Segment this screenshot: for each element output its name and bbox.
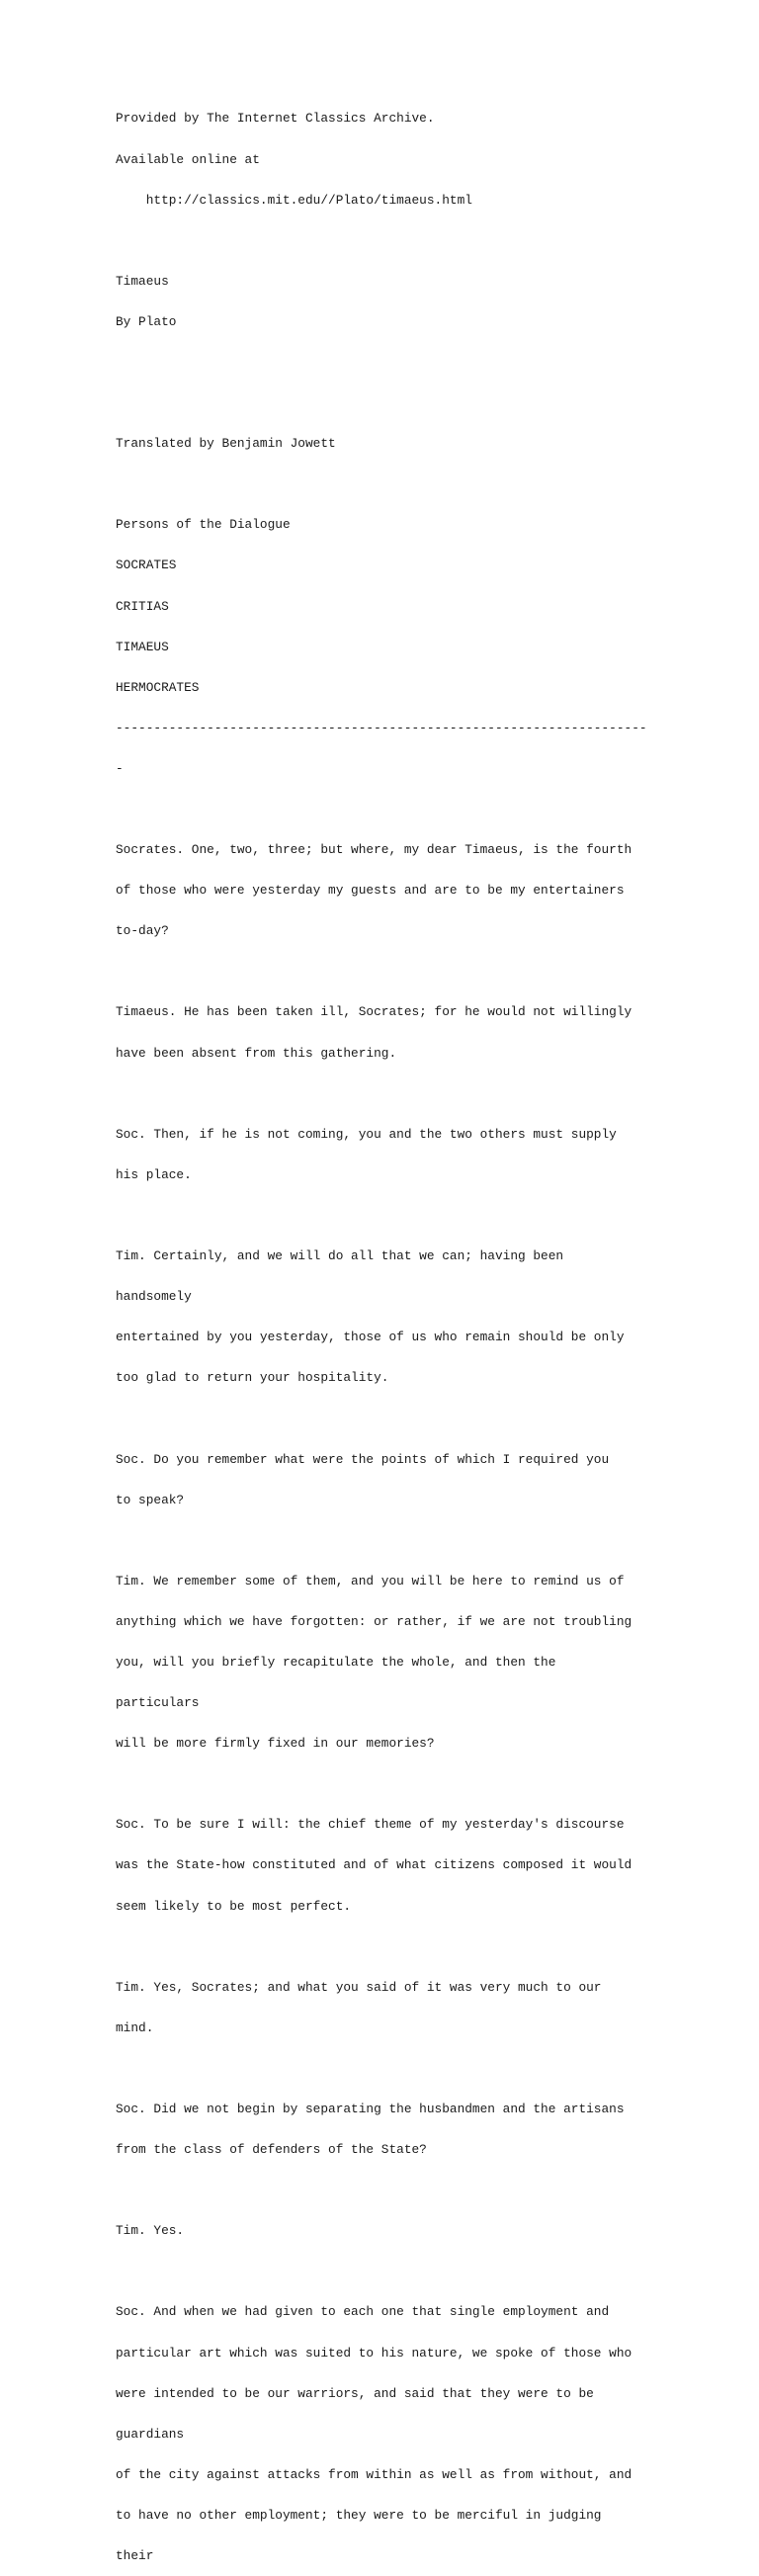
dialogue-line: guardians — [116, 2426, 185, 2442]
persons-item: TIMAEUS — [116, 639, 169, 654]
dialogue-line: you, will you briefly recapitulate the whole, and then the — [116, 1654, 556, 1670]
translator-line: Translated by Benjamin Jowett — [116, 436, 336, 452]
divider-line: ---------------------------------------------------------------------- — [116, 720, 647, 735]
dialogue-line: was the State-how constituted and of what citizens composed it would — [116, 1857, 632, 1873]
blank-line — [116, 803, 728, 816]
dialogue-line: Soc. To be sure I will: the chief theme of my yesterday's discourse — [116, 1817, 625, 1833]
blank-line — [116, 1777, 728, 1791]
dialogue-line: have been absent from this gathering. — [116, 1045, 397, 1061]
dialogue-line: particular art which was suited to his nature, we spoke of those who — [116, 2345, 632, 2361]
blank-line — [116, 2265, 728, 2278]
dialogue-line: Tim. Certainly, and we will do all that we can; having been — [116, 1248, 564, 1264]
dialogue-line: were intended to be our warriors, and said that they were to be — [116, 2385, 594, 2401]
blank-line — [116, 1087, 728, 1101]
blank-line — [116, 477, 728, 491]
dialogue-line: entertained by you yesterday, those of us who remain should be only — [116, 1330, 625, 1345]
dialogue-line: handsomely — [116, 1289, 192, 1305]
persons-item: SOCRATES — [116, 558, 177, 573]
divider-line: - — [116, 760, 124, 776]
document-page — [116, 85, 728, 2576]
blank-line — [116, 396, 728, 410]
text-line: Provided by The Internet Classics Archive. — [116, 111, 435, 127]
persons-item: HERMOCRATES — [116, 679, 200, 695]
dialogue-line: Socrates. One, two, three; but where, my dear Timaeus, is the fourth — [116, 842, 632, 858]
dialogue-line: to speak? — [116, 1492, 185, 1507]
dialogue-line: too glad to return your hospitality. — [116, 1370, 389, 1386]
blank-line — [116, 2184, 728, 2197]
blank-line — [116, 965, 728, 979]
title-line: Timaeus — [116, 273, 169, 289]
dialogue-line: Soc. Did we not begin by separating the husbandmen and the artisans — [116, 2102, 625, 2116]
text-line: Available online at — [116, 151, 260, 167]
blank-line — [116, 1412, 728, 1425]
dialogue-line: their — [116, 2548, 154, 2564]
dialogue-line: particulars — [116, 1695, 200, 1711]
blank-line — [116, 234, 728, 248]
author-line: By Plato — [116, 313, 177, 329]
dialogue-line: Soc. Do you remember what were the points of which I required you — [116, 1451, 610, 1467]
dialogue-line: to have no other employment; they were to be merciful in judging — [116, 2507, 602, 2523]
dialogue-line: Tim. We remember some of them, and you will be here to remind us of — [116, 1573, 625, 1589]
blank-line — [116, 356, 728, 370]
blank-line — [116, 1534, 728, 1548]
dialogue-line: Soc. Then, if he is not coming, you and the two others must supply — [116, 1126, 617, 1142]
dialogue-line: his place. — [116, 1166, 192, 1182]
dialogue-line: seem likely to be most perfect. — [116, 1898, 352, 1914]
dialogue-line: anything which we have forgotten: or rather, if we are not troubling — [116, 1613, 632, 1629]
dialogue-line: from the class of defenders of the State? — [116, 2142, 427, 2158]
dialogue-line: Tim. Yes, Socrates; and what you said of it was very much to our — [116, 1979, 602, 1995]
dialogue-line: of those who were yesterday my guests and are to be my entertainers — [116, 883, 625, 899]
dialogue-line: Soc. And when we had given to each one that single employment and — [116, 2304, 610, 2320]
dialogue-line: Timaeus. He has been taken ill, Socrates; for he would not willingly — [116, 1004, 632, 1020]
blank-line — [116, 2062, 728, 2076]
dialogue-line: of the city against attacks from within as well as from without, and — [116, 2466, 632, 2482]
blank-line — [116, 1209, 728, 1223]
blank-line — [116, 1940, 728, 1954]
persons-item: CRITIAS — [116, 598, 169, 614]
dialogue-line: Tim. Yes. — [116, 2223, 185, 2239]
dialogue-line: mind. — [116, 2019, 154, 2035]
dialogue-line: will be more firmly fixed in our memories? — [116, 1736, 435, 1752]
persons-heading: Persons of the Dialogue — [116, 517, 291, 533]
dialogue-line: to-day? — [116, 923, 169, 939]
url-line: http://classics.mit.edu//Plato/timaeus.html — [116, 192, 472, 208]
